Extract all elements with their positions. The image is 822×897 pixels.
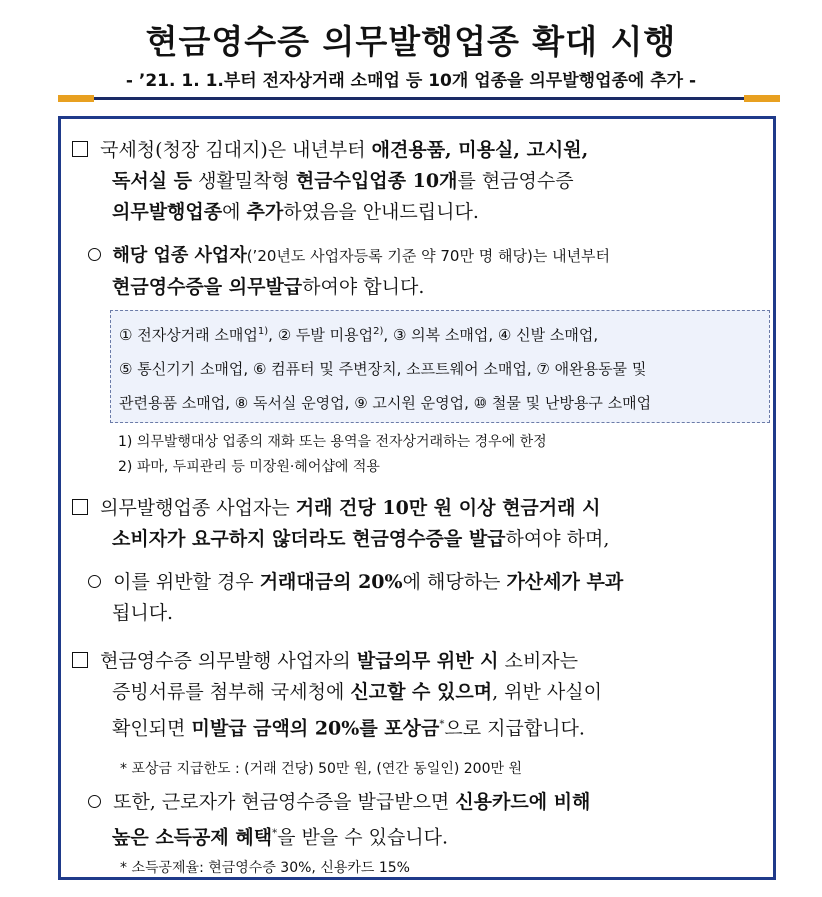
- sec2-sub-line1: 이를 위반할 경우 거래대금의 20%에 해당하는 가산세가 부과: [88, 567, 772, 598]
- footnote-1: 1) 의무발행대상 업종의 재화 또는 용역을 전자상거래하는 경우에 한정: [118, 434, 547, 450]
- sec3-sub-line2: 높은 소득공제 혜택*을 받을 수 있습니다.: [112, 826, 449, 849]
- title-underline: [58, 97, 780, 100]
- sec1-sub-line1: 해당 업종 사업자(’20년도 사업자등록 기준 약 70만 명 해당)는 내년부터: [88, 240, 772, 272]
- reward-limit-note: * 포상금 지급한도 : (거래 건당) 50만 원, (연간 동일인) 200만 원: [120, 761, 522, 777]
- sec2-line2: 소비자가 요구하지 않더라도 현금영수증을 발급하여야 하며,: [112, 528, 610, 550]
- document-subtitle: - ’21. 1. 1.부터 전자상거래 소매업 등 10개 업종을 의무발행업종에 추가 -: [125, 71, 697, 91]
- square-bullet-icon: [72, 652, 88, 668]
- deduction-rate-note: * 소득공제율: 현금영수증 30%, 신용카드 15%: [120, 860, 410, 876]
- circle-bullet-icon: [88, 575, 101, 588]
- sec3-line2: 증빙서류를 첨부해 국세청에 신고할 수 있으며, 위반 사실이: [112, 681, 602, 703]
- list-row-1: ① 전자상거래 소매업$^{1)}$, ② 두발 미용업$^{2)}$, ③ 의복 소매업, ④ 신발 소매업,: [119, 326, 599, 344]
- underline-accent-left: [58, 95, 94, 102]
- sec3-line3: 확인되면 미발급 금액의 20%를 포상금*으로 지급합니다.: [112, 717, 585, 740]
- footnote-2: 2) 파마, 두피관리 등 미장원·헤어샵에 적용: [118, 459, 380, 475]
- underline-accent-right: [744, 95, 780, 102]
- sec2-sub-line2: 됩니다.: [112, 602, 174, 624]
- business-type-list: [110, 310, 770, 423]
- list-row-2: ⑤ 통신기기 소매업, ⑥ 컴퓨터 및 주변장치, 소프트웨어 소매업, ⑦ 애완용동물 및: [119, 360, 647, 378]
- document-title: 현금영수증 의무발행업종 확대 시행: [145, 22, 677, 61]
- sec3-line1: 현금영수증 의무발행 사업자의 발급의무 위반 시 소비자는: [72, 646, 772, 677]
- square-bullet-icon: [72, 141, 88, 157]
- list-row-3: 관련용품 소매업, ⑧ 독서실 운영업, ⑨ 고시원 운영업, ⑩ 철물 및 난방용구 소매업: [119, 394, 652, 412]
- circle-bullet-icon: [88, 248, 101, 261]
- sec3-sub-line1: 또한, 근로자가 현금영수증을 발급받으면 신용카드에 비해: [88, 787, 772, 818]
- sec2-line1: 의무발행업종 사업자는 거래 건당 10만 원 이상 현금거래 시: [72, 493, 772, 524]
- sec1-line3: 의무발행업종에 추가하였음을 안내드립니다.: [112, 201, 479, 223]
- circle-bullet-icon: [88, 795, 101, 808]
- sec1-line1: 국세청(청장 김대지)은 내년부터 애견용품, 미용실, 고시원,: [72, 135, 772, 166]
- sec1-sub-line2: 현금영수증을 의무발급하여야 합니다.: [112, 276, 425, 298]
- square-bullet-icon: [72, 499, 88, 515]
- sec1-line2: 독서실 등 생활밀착형 현금수입업종 10개를 현금영수증: [112, 170, 574, 192]
